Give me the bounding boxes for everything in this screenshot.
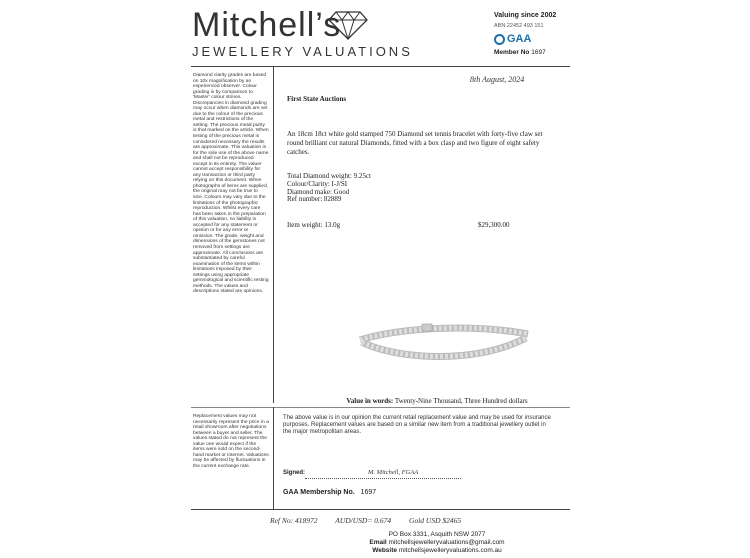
item-weight: Item weight: 13.0g — [287, 221, 341, 229]
signed-label: Signed: — [283, 470, 305, 476]
replacement-disclaimer: Replacement values may not necessarily represent the price in a retail showroom after negotiations between a buyer and seller. The values stated do not represent the value one would expect if the items were sold on the second-hand market or internet. Valuations may be affected by fluctuations in the current exchange rate. — [193, 414, 269, 469]
footer-ref-row — [270, 516, 477, 525]
disclaimer-text: Diamond clarity grades are based on 10x magnification by an experienced observer. Colour grading is by comparison to 'Master' colour stones. Discrepancies in diamond grading may occur when diamonds are set due to the colour of the precious metal and restrictions of the setting. The precious metal purity is that marked on the article. When testing of the precious metal is considered necessary the results are approximate. This valuation is for the sole use of the above name and shall not be reproduced except in its entirety. The valuer cannot accept responsibility for any transaction or third party relying on this document. When photographs of items are supplied, the original may not be true to size. Colours may vary due to the limitations of the photographic reproduction. Whilst every care has been taken in the preparation of this valuation, no liability is accepted for any statement or opinion or for any error or omission. The grade, weight and dimensions of the gemstones not removed from settings are approximate. All conclusions are substantiated by careful examination of the items within limitations imposed by their settings using appropriate gemmological and scientific testing methods. The values and descriptions stated are opinions. — [193, 73, 269, 295]
signer-name: M. Mitchell, FGAA — [368, 469, 419, 476]
value-in-words — [270, 397, 604, 405]
lower-sidebar-divider — [273, 407, 274, 509]
value-in-words-label: Value in words: — [346, 397, 394, 405]
retail-value-note: The above value is in our opinion the current retail replacement value and may be used for insurance purposes. Replacement values are based on a similar new item from a traditional jewellery outlet in the major metropolitan areas. — [283, 415, 551, 436]
gold-price: Gold USD $2465 — [409, 516, 462, 525]
signature-line — [305, 478, 461, 479]
member-number — [494, 49, 546, 56]
website-line — [270, 547, 604, 555]
brand-subtitle: JEWELLERY VALUATIONS — [192, 44, 413, 59]
gaa-text: GAA — [507, 33, 532, 45]
item-description: An 18cm 18ct white gold stamped 750 Diamond set tennis bracelet with forty-five claw set round brilliant cut natural Diamonds, fitted with a box clasp and two figure of eight safety catches. — [287, 130, 543, 156]
gaa-circle-icon — [494, 34, 505, 45]
diamond-logo-icon — [328, 10, 368, 40]
email-link[interactable]: mitchellsjewelleryvaluations@gmail.com — [388, 539, 505, 547]
value-in-words-text: Twenty-Nine Thousand, Three Hundred dollars — [394, 397, 528, 405]
spec-line: Total Diamond weight: 9.25ct — [287, 172, 371, 180]
valuation-price: $29,300.00 — [478, 221, 510, 229]
gaa-logo — [494, 33, 531, 45]
bracelet-image — [352, 318, 532, 374]
diamond-specs — [287, 173, 371, 204]
website-label: Website — [372, 547, 398, 555]
sidebar-divider — [273, 66, 274, 403]
top-divider — [191, 66, 570, 67]
brand-name: Mitchell’s — [192, 6, 342, 44]
website-link[interactable]: mitchellsjewelleryvaluations.com.au — [398, 547, 502, 555]
spec-line: Colour/Clarity: I-J/SI — [287, 179, 348, 188]
bottom-divider — [191, 509, 570, 510]
member-label: Member No — [494, 49, 530, 56]
spec-line: Ref number: 82889 — [287, 195, 342, 204]
email-line — [270, 539, 604, 547]
client-name: First State Auctions — [287, 95, 347, 103]
aud-usd-rate: AUD/USD= 0.674 — [335, 516, 392, 525]
contact-block — [270, 531, 604, 556]
valuation-date: 8th August, 2024 — [470, 75, 525, 84]
abn-number: ABN 22452 493 151 — [494, 23, 544, 29]
middle-divider — [191, 407, 570, 408]
valuing-since: Valuing since 2002 — [494, 12, 557, 19]
ref-number: Ref No: 418972 — [270, 516, 318, 525]
gaa-membership-number: 1697 — [360, 489, 377, 496]
member-value: 1697 — [531, 49, 546, 56]
email-label: Email — [369, 539, 387, 547]
gaa-membership-label: GAA Membership No. — [283, 489, 355, 496]
po-box: PO Box 3331, Asquith NSW 2077 — [388, 531, 486, 538]
spec-line: Diamond make: Good — [287, 187, 350, 196]
gaa-membership — [283, 489, 376, 496]
